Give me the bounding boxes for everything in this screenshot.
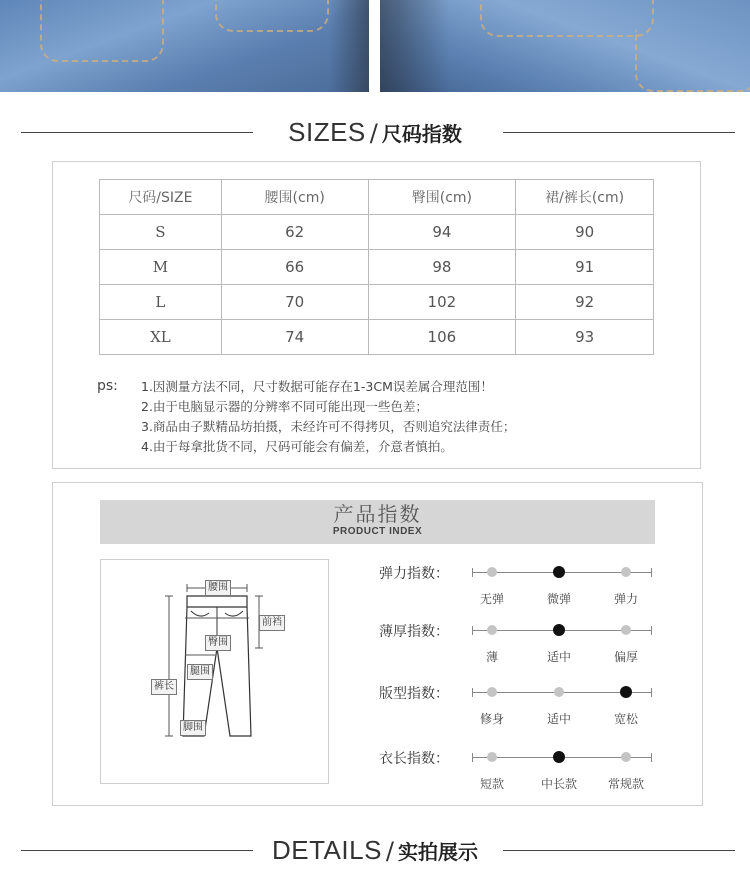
cell-waist: 62 xyxy=(221,215,368,250)
cell-length: 90 xyxy=(516,215,654,250)
product-index-title: 产品指数 xyxy=(333,502,422,526)
cell-waist: 66 xyxy=(221,250,368,285)
rating-option-label: 无弹 xyxy=(479,592,505,606)
rating-option-label: 适中 xyxy=(546,650,572,664)
rating-scale xyxy=(472,757,652,791)
cell-length: 92 xyxy=(516,285,654,320)
notes-label: ps: xyxy=(97,378,118,394)
cell-waist: 74 xyxy=(221,320,368,355)
rating-dot xyxy=(621,625,631,635)
diagram-label-hip: 臀围 xyxy=(205,635,231,651)
table-row xyxy=(100,285,654,320)
rating-dot xyxy=(487,567,497,577)
rating-dot xyxy=(621,567,631,577)
scale-end-tick xyxy=(651,753,652,762)
note-item: 1.因测量方法不同，尺寸数据可能存在1-3CM误差属合理范围！ xyxy=(141,379,493,394)
table-header-row xyxy=(100,180,654,215)
rating-dot-selected xyxy=(553,751,565,763)
details-heading-zh: 实拍展示 xyxy=(398,840,479,864)
rating-option-label: 宽松 xyxy=(613,712,639,726)
rating-dot-selected xyxy=(553,566,565,578)
product-index-card xyxy=(52,482,703,806)
table-row xyxy=(100,320,654,355)
denim-photo-right xyxy=(380,0,750,92)
rating-row xyxy=(379,563,679,606)
cell-size: L xyxy=(100,285,222,320)
note-item: 4.由于每拿批货不同，尺码可能会有偏差，介意者慎拍。 xyxy=(141,439,453,454)
rating-scale xyxy=(472,630,652,664)
header-hip: 臀围(cm) xyxy=(368,180,516,215)
scale-end-tick xyxy=(651,568,652,577)
size-chart-card xyxy=(52,161,701,469)
rating-option-label: 短款 xyxy=(479,777,505,791)
rating-option-label: 微弹 xyxy=(546,592,572,606)
rating-row xyxy=(379,748,679,791)
note-item: 3.商品由子默精品坊拍摄，未经许可不得拷贝，否则追究法律责任； xyxy=(141,419,516,434)
rating-option-label: 弹力 xyxy=(613,592,639,606)
cell-length: 91 xyxy=(516,250,654,285)
notes-list xyxy=(141,377,515,457)
cell-hip: 102 xyxy=(368,285,516,320)
rating-row xyxy=(379,683,679,726)
diagram-label-length: 裤长 xyxy=(151,679,177,695)
cell-hip: 106 xyxy=(368,320,516,355)
rating-dot xyxy=(487,752,497,762)
cell-length: 93 xyxy=(516,320,654,355)
pants-measurement-diagram xyxy=(100,559,329,784)
rating-option-label: 偏厚 xyxy=(613,650,639,664)
scale-end-tick xyxy=(651,688,652,697)
cell-size: M xyxy=(100,250,222,285)
scale-end-tick xyxy=(651,626,652,635)
sizes-heading-zh: 尺码指数 xyxy=(381,122,462,146)
rating-dot-selected xyxy=(620,686,632,698)
sizes-heading-en: SIZES xyxy=(288,117,366,147)
scale-end-tick xyxy=(472,568,473,577)
rating-option-label: 常规款 xyxy=(607,777,645,791)
rating-name: 薄厚指数： xyxy=(379,624,449,640)
scale-end-tick xyxy=(472,688,473,697)
rating-option-label: 中长款 xyxy=(540,777,578,791)
diagram-label-thigh: 腿围 xyxy=(187,664,213,680)
table-row xyxy=(100,250,654,285)
diagram-label-waist: 腰围 xyxy=(205,580,231,596)
diagram-label-hem: 脚围 xyxy=(180,720,206,736)
rating-dot xyxy=(554,687,564,697)
cell-size: XL xyxy=(100,320,222,355)
rating-dot xyxy=(621,752,631,762)
table-row xyxy=(100,215,654,250)
cell-waist: 70 xyxy=(221,285,368,320)
rating-dot xyxy=(487,687,497,697)
rating-dot-selected xyxy=(553,624,565,636)
cell-hip: 98 xyxy=(368,250,516,285)
cell-size: S xyxy=(100,215,222,250)
rating-name: 衣长指数： xyxy=(379,751,449,767)
rating-name: 版型指数： xyxy=(379,686,449,702)
rating-option-label: 薄 xyxy=(485,650,499,664)
denim-photo-left xyxy=(0,0,369,92)
header-size: 尺码/SIZE xyxy=(100,180,222,215)
rating-dot xyxy=(487,625,497,635)
rating-option-label: 修身 xyxy=(479,712,505,726)
diagram-label-front-rise: 前裆 xyxy=(259,615,285,631)
details-heading: DETAILS / 实拍展示 xyxy=(0,830,750,870)
rating-name: 弹力指数： xyxy=(379,566,449,582)
rating-row xyxy=(379,621,679,664)
size-table xyxy=(99,179,654,355)
sizes-heading: SIZES / 尺码指数 xyxy=(0,112,750,152)
rating-scale xyxy=(472,692,652,726)
cell-hip: 94 xyxy=(368,215,516,250)
header-waist: 腰围(cm) xyxy=(221,180,368,215)
rating-option-label: 适中 xyxy=(546,712,572,726)
header-length: 裙/裤长(cm) xyxy=(516,180,654,215)
scale-end-tick xyxy=(472,626,473,635)
product-index-subtitle: PRODUCT INDEX xyxy=(332,526,423,537)
scale-end-tick xyxy=(472,753,473,762)
details-heading-en: DETAILS xyxy=(271,835,382,865)
note-item: 2.由于电脑显示器的分辨率不同可能出现一些色差； xyxy=(141,399,428,414)
rating-scale xyxy=(472,572,652,606)
product-index-banner xyxy=(100,500,655,544)
